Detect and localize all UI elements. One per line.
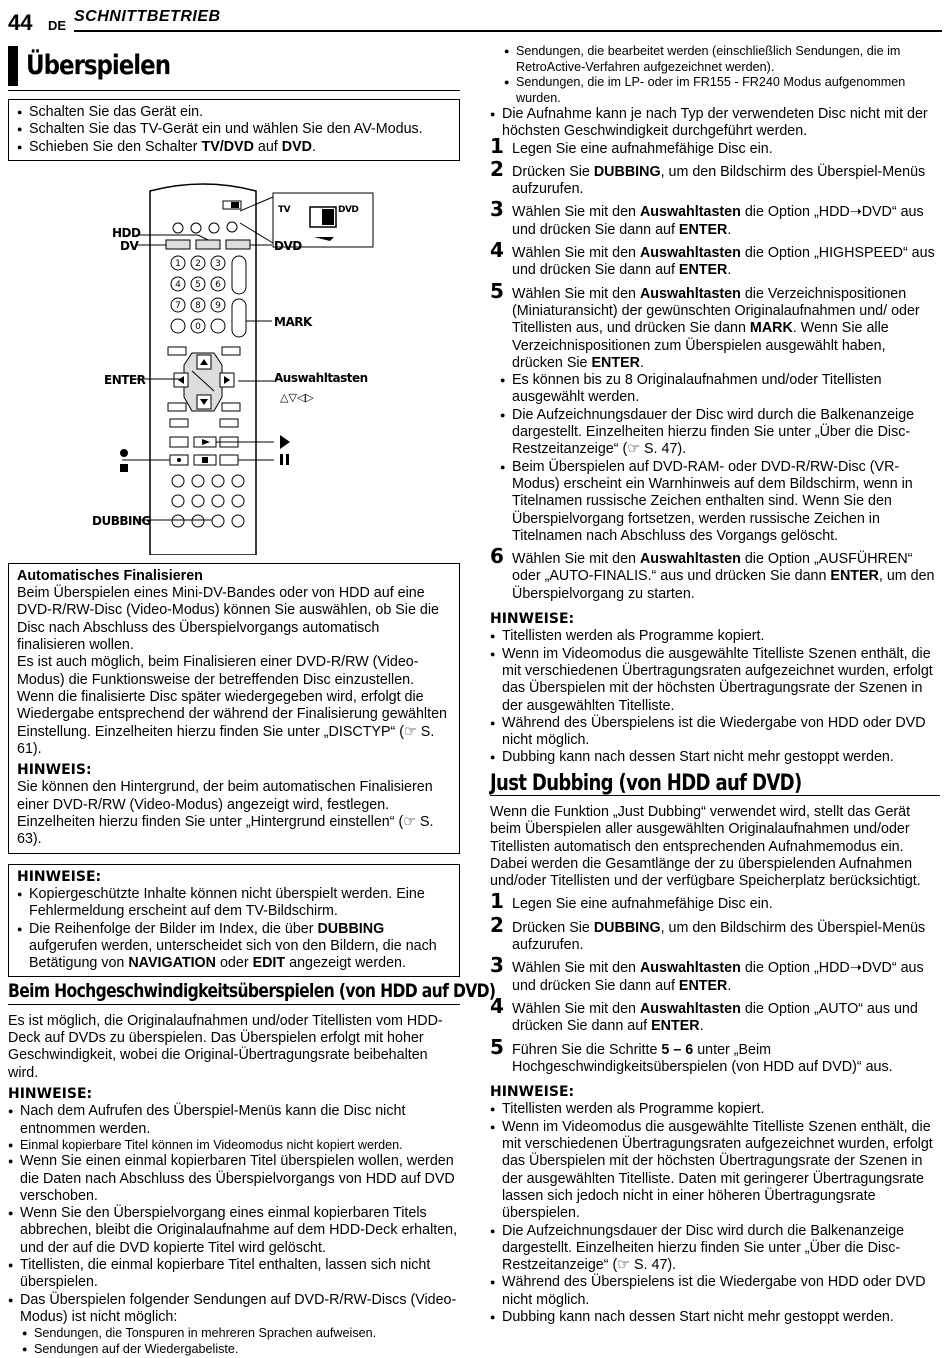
highspeed-section-heading: [8, 980, 496, 1004]
step-2: 2 Drücken Sie DUBBING, um den Bildschirm des Überspiel-Menüs aufzurufen.: [490, 156, 926, 198]
remote-control-illustration: [8, 171, 460, 555]
step-1: 1 Legen Sie eine aufnahmefähige Disc ein.: [490, 133, 773, 158]
svg-text:9: 9: [215, 300, 221, 311]
just-dubbing-intro: Wenn die Funktion „Just Dubbing“ verwendet wird, stellt das Gerät beim Überspielen aller ausgewählten Originalaufnahmen und/oder Titellisten automatisch den entsprechenden Aufnahmemodus ein. Dabei werden die Gesamtlänge der zu überspielenden Aufnahmen und/oder Titellisten und der verfügbare Speicherplatz berücksichtigt.: [490, 803, 921, 890]
mark-label: MARK: [274, 314, 312, 329]
jd-note: ● Die Aufzeichnungsdauer der Disc wird durch die Balkenanzeige dargestellt. Einzelheiten hierzu finden Sie unter „Über die Disc-Restzeitanzeige“ (☞ S. 47).: [490, 1223, 940, 1275]
jd-step-4: 4 Wählen Sie mit den Auswahltasten die Option „AUTO“ aus und drücken Sie dann auf ENTER.: [490, 993, 918, 1035]
jd-notes-heading: HINWEISE:: [490, 1084, 575, 1101]
jd-note: ● Titellisten werden als Programme kopiert.: [490, 1101, 940, 1118]
speed-note: ● Die Aufnahme kann je nach Typ der verwendeten Disc nicht mit der höchsten Geschwindigkeit durchgeführt werden.: [490, 106, 940, 141]
note-item: ● Kopiergeschützte Inhalte können nicht überspielt werden. Eine Fehlermeldung erscheint auf dem TV-Bildschirm.: [17, 886, 451, 921]
prep-item: ● Schalten Sie das Gerät ein.: [17, 104, 451, 121]
highspeed-subnote: ● Sendungen, die im LP- oder im FR155 - FR240 Modus aufgenommen wurden.: [504, 75, 940, 106]
jd-step-3: 3 Wählen Sie mit den Auswahltasten die Option „HDD➝DVD“ aus und drücken Sie dann auf ENTER.: [490, 953, 924, 994]
highspeed-subnote: ● Sendungen, die Tonspuren in mehreren Sprachen aufweisen.: [22, 1326, 460, 1342]
prep-item: ● Schieben Sie den Schalter TV/DVD auf DVD.: [17, 139, 451, 156]
dubbing-label: DUBBING: [92, 513, 151, 528]
notes-box-heading: HINWEISE:: [17, 868, 102, 885]
section-title: SCHNITTBETRIEB: [74, 8, 221, 25]
prep-item: ● Schalten Sie das TV-Gerät ein und wählen Sie den AV-Modus.: [17, 121, 451, 138]
dvd-label: DVD: [274, 238, 302, 253]
step-5: 5 Wählen Sie mit den Auswahltasten die Verzeichnispositionen (Miniaturansicht) der gewünschten Originalaufnahmen und/ oder Titellisten aus, und drücken Sie dann MARK. Wenn Sie alle Verzeichnispositionen zum Überspielen ausgewählt haben, drücken Sie ENTER.: [490, 278, 920, 371]
jd-note: ● Wenn im Videomodus die ausgewählte Titelliste Szenen enthält, die mit verschiedenen Übertragungsraten aufgezeichnet wurden, erfolgt das Überspielen mit der höchsten Übertragungsrate der Szenen in der ausgewählten Titelliste. Daten mit geringerer Übertragungsrate lassen sich jedoch nicht in einer höheren Übertragungsrate überspielen.: [490, 1119, 940, 1223]
step-3: 3 Wählen Sie mit den Auswahltasten die Option „HDD➝DVD“ aus und drücken Sie dann auf ENTER.: [490, 197, 924, 238]
switch-dvd-label: DVD: [338, 204, 359, 215]
hinweis-heading: HINWEIS:: [17, 762, 92, 779]
note-item: ● Dubbing kann nach dessen Start nicht mehr gestoppt werden.: [490, 749, 940, 766]
highspeed-note: ● Wenn Sie den Überspielvorgang eines einmal kopierbaren Titels abbrechen, bleibt die Originalaufnahme auf dem HDD-Deck erhalten, und der auf die DVD kopierte Titel wird gelöscht.: [8, 1205, 460, 1257]
just-dubbing-heading-text: Just Dubbing (von HDD auf DVD): [490, 770, 802, 796]
page-title-text: Überspielen: [26, 50, 171, 82]
jd-step-5: 5 Führen Sie die Schritte 5 – 6 unter „Beim Hochgeschwindigkeitsüberspielen (von HDD auf DVD)“ aus.: [490, 1034, 893, 1075]
svg-text:4: 4: [175, 279, 181, 290]
tv-label: TV: [278, 204, 291, 215]
note-item: ● Titellisten werden als Programme kopiert.: [490, 628, 940, 645]
highspeed-notes-heading: HINWEISE:: [8, 1085, 93, 1102]
hdd-label: HDD: [112, 225, 141, 240]
svg-text:1: 1: [175, 258, 181, 269]
note-item: ● Die Reihenfolge der Bilder im Index, die über DUBBING aufgerufen werden, unterscheidet sich von den Bildern, die nach Betätigung von NAVIGATION oder EDIT angezeigt werden.: [17, 921, 451, 973]
highspeed-intro: Es ist möglich, die Originalaufnahmen und/oder Titellisten vom HDD-Deck auf DVDs zu überspielen. Das Überspielen erfolgt mit hoher Geschwindigkeit, wobei die Original-Übertragungsrate beibehalten wird.: [8, 1012, 443, 1081]
highspeed-heading-text: Beim Hochgeschwindigkeitsüberspielen (von HDD auf DVD): [8, 980, 496, 1003]
auswahltasten-label: Auswahltasten: [274, 370, 368, 385]
title-bar: [8, 46, 18, 86]
step5-note: ● Es können bis zu 8 Originalaufnahmen und/oder Titellisten ausgewählt werden.: [500, 372, 940, 407]
jd-note: ● Während des Überspielens ist die Wiedergabe von HDD oder DVD nicht möglich.: [490, 1274, 940, 1309]
jd-step-1: 1 Legen Sie eine aufnahmefähige Disc ein.: [490, 889, 773, 914]
auto-finalize-p3: Sie können den Hintergrund, der beim automatischen Finalisieren einer DVD-R/RW (Video-Modus) angezeigt wird, festlegen. Einzelheiten hierzu finden Sie unter „Hintergrund einstellen“ (☞ S. 63).: [17, 779, 434, 848]
svg-text:△▽◁▷: △▽◁▷: [280, 390, 314, 404]
highspeed-note: ● Nach dem Aufrufen des Überspiel-Menüs kann die Disc nicht entnommen werden.: [8, 1103, 460, 1138]
svg-text:7: 7: [175, 300, 181, 311]
jd-note: ● Dubbing kann nach dessen Start nicht mehr gestoppt werden.: [490, 1309, 940, 1326]
svg-text:2: 2: [195, 258, 201, 269]
left-column: [8, 42, 496, 1357]
note-item: ● Während des Überspielens ist die Wiedergabe von HDD oder DVD nicht möglich.: [490, 715, 940, 750]
auto-finalize-box: [8, 563, 460, 854]
svg-text:3: 3: [215, 258, 221, 269]
jd-step-2: 2 Drücken Sie DUBBING, um den Bildschirm des Überspiel-Menüs aufzurufen.: [490, 912, 926, 954]
preparation-box: [8, 99, 460, 161]
notes-box: [8, 864, 460, 978]
remote-control-figure: [8, 171, 460, 555]
highspeed-steps: [490, 133, 940, 603]
svg-text:5: 5: [195, 279, 201, 290]
notes1-heading: HINWEISE:: [490, 611, 575, 628]
step-6: 6 Wählen Sie mit den Auswahltasten die Option „AUSFÜHREN“ oder „AUTO-FINALIS.“ aus und drücken Sie dann ENTER, um den Überspielvorgang zu starten.: [490, 544, 935, 602]
just-dubbing-steps: [490, 889, 940, 1076]
page-header: [8, 6, 942, 36]
highspeed-note: ● Titellisten, die einmal kopierbare Titel enthalten, lassen sich nicht überspielen.: [8, 1257, 460, 1292]
note-item: ● Wenn im Videomodus die ausgewählte Titelliste Szenen enthält, die mit verschiedenen Übertragungsraten aufgezeichnet wurden, erfolgt das Überspielen mit der höchsten Übertragungsrate der Szenen in der ausgewählten Titelliste.: [490, 646, 940, 715]
step5-note: ● Beim Überspielen auf DVD-RAM- oder DVD-R/RW-Disc (VR-Modus) erscheint ein Warnhinweis auf dem Bildschirm, wenn in Titelnamen russische Zeichen enthalten sind. Wenn Sie den Überspielvorgang fortsetzen, werden russische Zeichen in Titelnamen nach Abschluss des Vorgangs gelöscht.: [500, 459, 940, 545]
auto-finalize-p1: Beim Überspielen eines Mini-DV-Bandes oder von HDD auf eine DVD-R/RW-Disc (Video-Modus) können Sie auswählen, ob Sie die Disc nach Abschluss des Überspielvorgangs automatisch finalisieren wollen.: [17, 585, 439, 654]
highspeed-subnote: ● Sendungen, die bearbeitet werden (einschließlich Sendungen, die im RetroActive-Verfahren aufgezeichnet werden).: [504, 44, 940, 75]
highspeed-subnote: ● Sendungen auf der Wiedergabeliste.: [22, 1342, 460, 1358]
svg-text:8: 8: [195, 300, 201, 311]
right-column: [490, 44, 940, 1326]
step5-note: ● Die Aufzeichnungsdauer der Disc wird durch die Balkenanzeige dargestellt. Einzelheiten hierzu finden Sie unter „Über die Disc-Restzeitanzeige“ (☞ S. 47).: [500, 407, 940, 459]
enter-label: ENTER: [104, 372, 146, 387]
svg-text:0: 0: [195, 321, 201, 332]
just-dubbing-heading: [490, 770, 940, 796]
step-4: 4 Wählen Sie mit den Auswahltasten die Option „HIGHSPEED“ aus und drücken Sie dann auf ENTER.: [490, 238, 935, 279]
auto-finalize-p2: Es ist auch möglich, beim Finalisieren einer DVD-R/RW (Video-Modus) die Funktionsweise der betreffenden Disc einzustellen. Wenn die finalisierte Disc später wiedergegeben wird, erfolgt die Wiedergabe entsprechend der während der Finalisierung gewählten Einstellung. Einzelheiten hierzu finden Sie unter „DISCTYP“ (☞ S. 61).: [17, 654, 447, 757]
dv-label: DV: [120, 238, 139, 253]
header-rule: [74, 30, 942, 32]
highspeed-note: ● Das Überspielen folgender Sendungen auf DVD-R/RW-Discs (Video-Modus) ist nicht möglich:: [8, 1292, 460, 1327]
highspeed-note: ● Wenn Sie einen einmal kopierbaren Titel überspielen wollen, werden die Daten nach Abschluss des Überspielvorgangs von HDD auf DVD verschoben.: [8, 1153, 460, 1205]
highspeed-note: ● Einmal kopierbare Titel können im Videomodus nicht kopiert werden.: [8, 1138, 460, 1154]
page-number: 44: [8, 10, 33, 35]
language-code: DE: [48, 18, 67, 33]
page-title: [8, 42, 460, 91]
auto-finalize-heading: Automatisches Finalisieren: [17, 567, 203, 584]
svg-text:6: 6: [215, 279, 221, 290]
